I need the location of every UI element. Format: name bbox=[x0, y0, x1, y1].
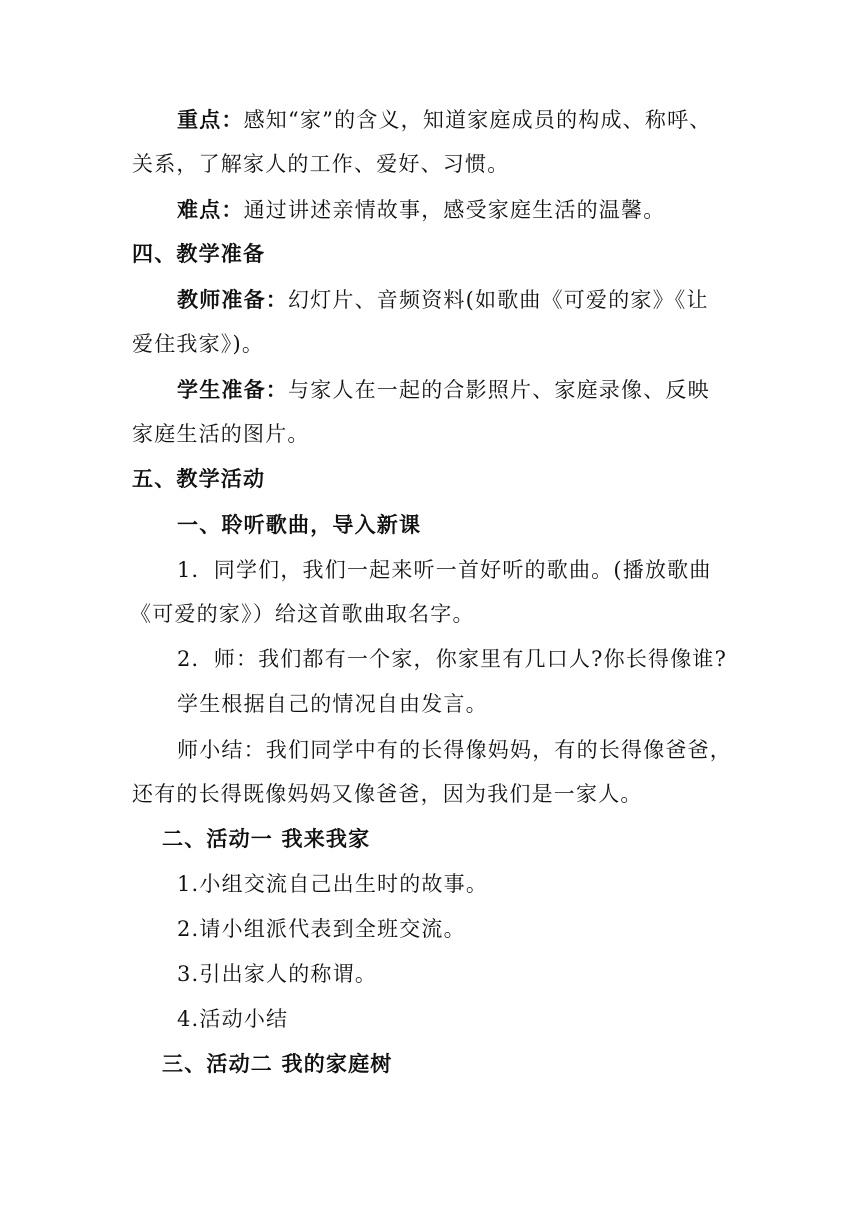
part2-heading: 二、活动一 我来我家 bbox=[162, 826, 371, 851]
difficult-point-line bbox=[177, 196, 665, 224]
key-point-line2: 关系，了解家人的工作、爱好、习惯。 bbox=[132, 152, 510, 176]
part1-item2: 2．师：我们都有一个家，你家里有几口人?你长得像谁? bbox=[177, 647, 728, 671]
part1-summary-line2: 还有的长得既像妈妈又像爸爸，因为我们是一家人。 bbox=[132, 782, 643, 806]
teacher-prep-text: 幻灯片、音频资料(如歌曲《可爱的家》《让 bbox=[288, 288, 709, 312]
key-point-line1 bbox=[177, 106, 711, 134]
section4-heading: 四、教学准备 bbox=[132, 241, 266, 266]
part1-heading: 一、聆听歌曲，导入新课 bbox=[177, 512, 422, 537]
teacher-prep-line1 bbox=[177, 286, 709, 314]
difficult-point-text: 通过讲述亲情故事，感受家庭生活的温馨。 bbox=[243, 198, 666, 222]
part3-heading: 三、活动二 我的家庭树 bbox=[162, 1051, 393, 1076]
part2-item: 2.请小组派代表到全班交流。 bbox=[177, 917, 466, 941]
part2-item: 4.活动小结 bbox=[177, 1007, 289, 1031]
part1-item1-line1: 1．同学们，我们一起来听一首好听的歌曲。(播放歌曲 bbox=[177, 558, 712, 582]
part1-summary-line1: 师小结：我们同学中有的长得像妈妈，有的长得像爸爸， bbox=[177, 738, 732, 762]
difficult-point-label: 难点： bbox=[177, 197, 244, 222]
student-prep-label: 学生准备： bbox=[177, 377, 288, 402]
section5-heading: 五、教学活动 bbox=[132, 466, 266, 491]
key-point-text: 感知“家”的含义，知道家庭成员的构成、称呼、 bbox=[243, 108, 712, 132]
part1-student-reply: 学生根据自己的情况自由发言。 bbox=[177, 692, 488, 716]
part2-item: 1.小组交流自己出生时的故事。 bbox=[177, 872, 489, 896]
part2-item: 3.引出家人的称谓。 bbox=[177, 962, 378, 986]
teacher-prep-label: 教师准备： bbox=[177, 287, 288, 312]
part1-item1-line2: 《可爱的家》）给这首歌曲取名字。 bbox=[130, 602, 475, 626]
student-prep-line1 bbox=[177, 376, 710, 404]
student-prep-line2: 家庭生活的图片。 bbox=[132, 422, 310, 446]
teacher-prep-line2: 爱住我家》)。 bbox=[132, 332, 265, 356]
student-prep-text: 与家人在一起的合影照片、家庭录像、反映 bbox=[288, 378, 710, 402]
key-point-label: 重点： bbox=[177, 107, 244, 132]
